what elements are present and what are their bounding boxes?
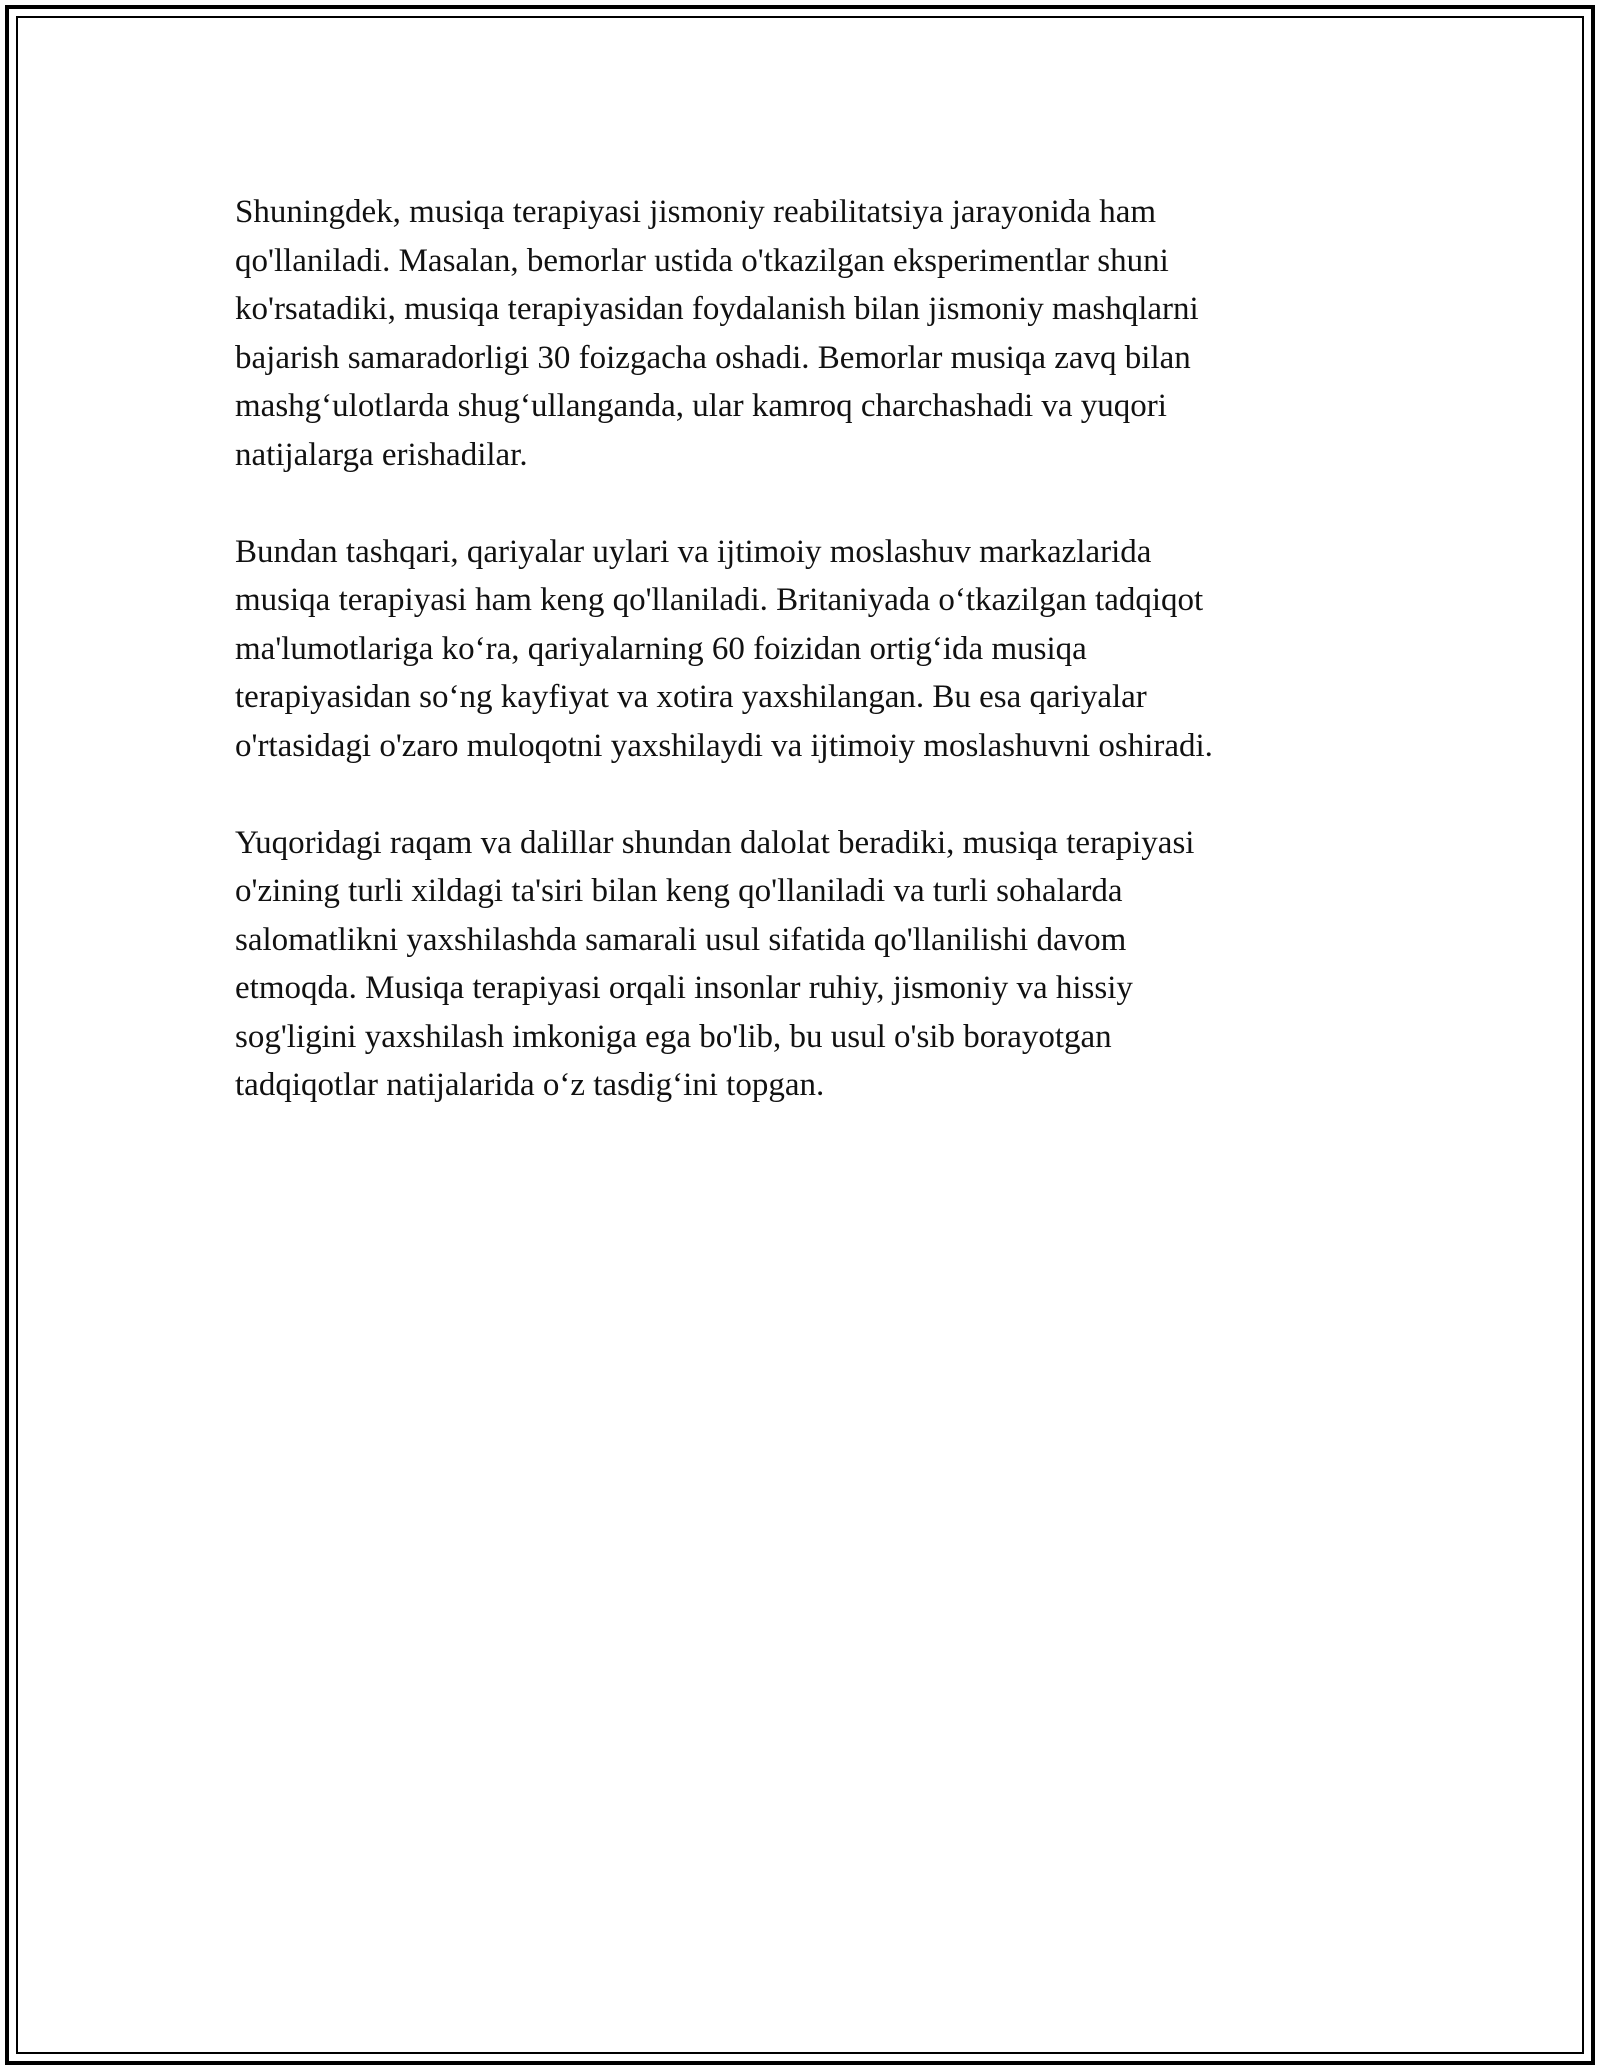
paragraph-line: natijalarga erishadilar. xyxy=(235,436,528,473)
paragraph xyxy=(235,819,1345,1110)
paragraph-line: tadqiqotlar natijalarida o‘z tasdig‘ini topgan. xyxy=(235,1067,825,1103)
paragraph-line: qo'llaniladi. Masalan, bemorlar ustida o'tkazilgan eksperimentlar shuni xyxy=(235,242,1169,279)
paragraph-line: salomatlikni yaxshilashda samarali usul sifatida qo'llanilishi davom xyxy=(235,921,1127,958)
paragraph xyxy=(235,188,1345,479)
paragraph-line: Bundan tashqari, qariyalar uylari va ijtimoiy moslashuv markazlarida xyxy=(235,533,1152,570)
paragraph-line: ma'lumotlariga ko‘ra, qariyalarning 60 foizidan ortig‘ida musiqa xyxy=(235,630,1087,667)
paragraph-line: Yuqoridagi raqam va dalillar shundan dalolat beradiki, musiqa terapiyasi xyxy=(235,824,1195,861)
paragraph-line: bajarish samaradorligi 30 foizgacha oshadi. Bemorlar musiqa zavq bilan xyxy=(235,339,1191,376)
paragraph-line: sog'ligini yaxshilash imkoniga ega bo'lib, bu usul o'sib borayotgan xyxy=(235,1018,1112,1055)
paragraph-line: ko'rsatadiki, musiqa terapiyasidan foydalanish bilan jismoniy mashqlarni xyxy=(235,291,1199,327)
paragraph-line: terapiyasidan so‘ng kayfiyat va xotira yaxshilangan. Bu esa qariyalar xyxy=(235,679,1147,715)
paragraph-line: Shuningdek, musiqa terapiyasi jismoniy reabilitatsiya jarayonida ham xyxy=(235,194,1157,230)
paragraph-line: etmoqda. Musiqa terapiyasi orqali insonlar ruhiy, jismoniy va hissiy xyxy=(235,970,1133,1006)
paragraph-line: musiqa terapiyasi ham keng qo'llaniladi. Britaniyada o‘tkazilgan tadqiqot xyxy=(235,582,1204,618)
paragraph-line: o'zining turli xildagi ta'siri bilan keng qo'llaniladi va turli sohalarda xyxy=(235,873,1123,909)
paragraph xyxy=(235,528,1345,771)
paragraph-line: mashg‘ulotlarda shug‘ullanganda, ular kamroq charchashadi va yuqori xyxy=(235,388,1167,424)
paragraph-line: o'rtasidagi o'zaro muloqotni yaxshilaydi va ijtimoiy moslashuvni oshiradi. xyxy=(235,727,1213,764)
document-body xyxy=(235,188,1345,1158)
